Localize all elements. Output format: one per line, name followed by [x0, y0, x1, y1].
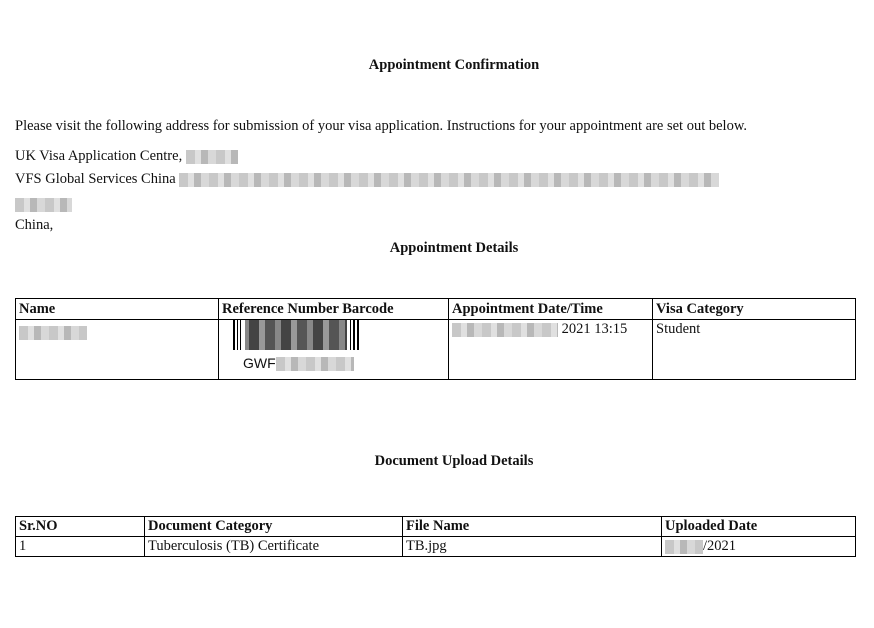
appointment-table — [15, 298, 856, 380]
sr-no: 1 — [16, 537, 145, 557]
col-reference: Reference Number Barcode — [219, 299, 449, 320]
barcode-image — [233, 320, 359, 350]
address-line-1: UK Visa Application Centre, — [15, 148, 238, 165]
redacted-city — [186, 150, 238, 164]
address-line-4: China, — [15, 217, 54, 233]
col-name: Name — [16, 299, 219, 320]
reference-number: GWF — [243, 355, 354, 371]
col-file-name: File Name — [403, 517, 662, 537]
address-line-2: VFS Global Services China — [15, 171, 719, 188]
page-title: Appointment Confirmation — [368, 57, 540, 73]
visa-category: Student — [653, 320, 856, 380]
col-document-category: Document Category — [145, 517, 403, 537]
col-datetime: Appointment Date/Time — [449, 299, 653, 320]
redacted-postcode — [15, 198, 72, 212]
document-upload-heading: Document Upload Details — [374, 453, 534, 469]
table-row — [16, 537, 856, 557]
file-name: TB.jpg — [403, 537, 662, 557]
address-line-3 — [15, 196, 72, 213]
col-uploaded-date: Uploaded Date — [662, 517, 856, 537]
appointment-details-heading: Appointment Details — [389, 240, 519, 256]
intro-text: Please visit the following address for submission of your visa application. Instructions for your appointment are set out below. — [15, 118, 747, 134]
col-visa-category: Visa Category — [653, 299, 856, 320]
redacted-address — [179, 173, 719, 187]
documents-table — [15, 516, 856, 557]
uploaded-date: /2021 — [662, 537, 856, 557]
appointment-datetime: 2021 13:15 — [449, 320, 653, 380]
col-sr-no: Sr.NO — [16, 517, 145, 537]
redacted-name — [19, 326, 87, 340]
document-category: Tuberculosis (TB) Certificate — [145, 537, 403, 557]
table-row — [16, 320, 856, 380]
